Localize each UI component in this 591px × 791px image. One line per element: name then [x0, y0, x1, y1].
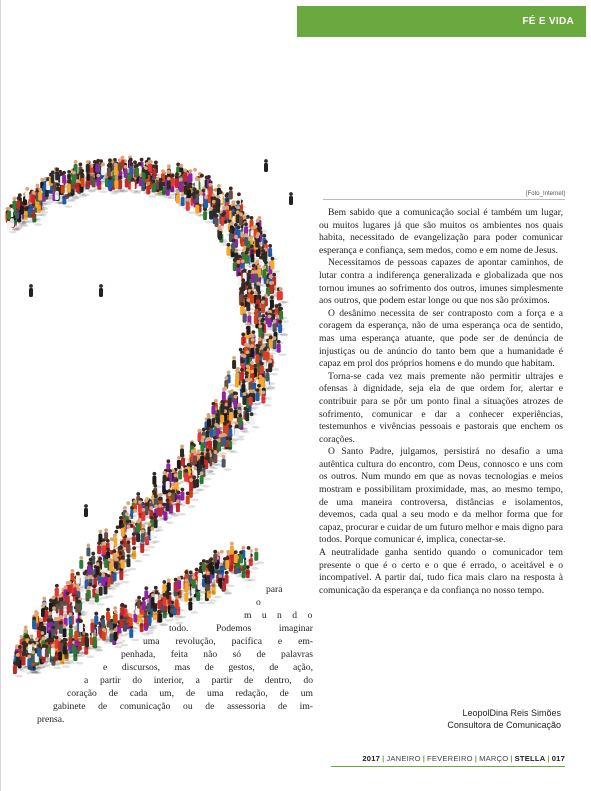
footer-month-2: FEVEREIRO: [427, 754, 473, 763]
footer-month-3: MARÇO: [479, 754, 509, 763]
left-line-7: e discursos, mas de gestos, de ação,: [103, 662, 313, 673]
author-name: LeopolDina Reis Simões: [462, 708, 561, 718]
left-line-9: coração de cada um, de uma redação, de um: [67, 688, 313, 699]
paragraph-3: O desânimo necessita de ser contraposto com a força e a coragem da esperança, não de uma esperança oca de sentido, mas uma esperança atuante, que pode ser de denúncia de injustiças ou de anúncio do tanto bem que a humanidade é capaz em prol dos próprios homens e do mundo que habitam.: [319, 307, 563, 370]
section-tab: FÉ E VIDA: [297, 6, 586, 37]
article-left-column: [1, 0, 319, 740]
footer-page-number: 017: [551, 754, 565, 763]
footer-year: 2017: [362, 754, 381, 763]
author-signature: [447, 708, 561, 731]
author-role: Consultora de Comunicação: [447, 719, 561, 730]
left-line-8: a partir do interior, a partir de dentro, do: [84, 675, 313, 686]
paragraph-6: A neutralidade ganha sentido quando o comunicador tem presente o que é o certo e o que é errado, o aceitável e o incompatível. A partir daí, tudo fica mais claro na resposta à comunicação da esperança e da confiança no nosso tempo.: [319, 547, 563, 596]
left-line-2: o: [256, 597, 261, 608]
paragraph-5: O Santo Padre, julgamos, persistirá no desafio a uma autêntica cultura do encontro, com Deus, connosco e uns com os outros. Num mundo em que as novas tecnologias e meios mostram e possibilitam proximidade, mas, ao mesmo tempo, de uma maneira controversa, distâncias e isolamentos, devemos, cada qual a seu modo e da melhor forma que for capaz, procurar e cuidar de um futuro melhor e mais digno para todos. Porque comunicar é, implica, conectar-se.: [319, 446, 564, 546]
footer-magazine: STELLA: [514, 754, 546, 763]
credit-divider: [323, 199, 565, 200]
left-line-6: penhada, feita não só de palavras: [121, 649, 313, 660]
article-right-column: [319, 207, 563, 597]
footer-divider: [331, 766, 565, 767]
left-line-11: prensa.: [37, 714, 65, 725]
left-line-3: m u n d o: [244, 610, 317, 621]
paragraph-1: Bem sabido que a comunicação social é também um lugar, ou muitos lugares já que são muitos os ambientes nos quais habita, necessitado de evangelização para poder comunicar esperança e confiança, sem medos, como e em nome de Jesus.: [319, 207, 563, 256]
left-line-4: todo. Podemos imaginar: [169, 623, 313, 634]
photo-credit: [Foto_Internet]: [525, 191, 565, 197]
paragraph-2: Necessitamos de pessoas capazes de apontar caminhos, de lutar contra a indiferença generalizada e globalizada que nos tornou imunes ao sofrimento dos outros, imunes simplesmente aos outros, que podem estar longe ou que nos são próximos.: [319, 257, 563, 307]
footer-month-1: JANEIRO: [386, 754, 421, 763]
left-line-10: gabinete de comunicação ou de assessoria de im-: [53, 701, 313, 712]
left-line-1: para: [266, 584, 283, 595]
left-line-5: uma revolução, pacífica e em-: [143, 636, 313, 647]
paragraph-4: Torna-se cada vez mais premente não permitir ultrajes e ofensas à dignidade, seja ela de que ordem for, alertar e contribuir para se pôr um ponto final a situações atrozes de sofrimento, comunicar e dar a conhecer experiências, testemunhos e vivências pessoais e pastorais que enchem os corações.: [319, 370, 563, 445]
page-footer: 2017 | JANEIRO | FEVEREIRO | MARÇO | STELLA | 017: [362, 754, 565, 763]
